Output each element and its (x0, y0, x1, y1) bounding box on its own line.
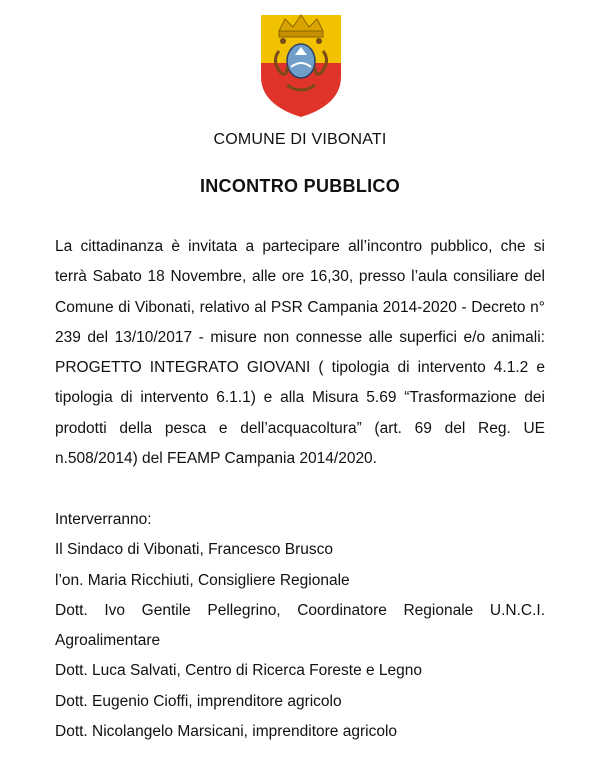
page-title: INCONTRO PUBBLICO (199, 176, 401, 196)
speaker-item: Il Sindaco di Vibonati, Francesco Brusco (55, 541, 334, 559)
speaker-item: Dott. Nicolangelo Marsicani, imprenditore agricolo (55, 723, 398, 741)
speaker-item: Dott. Eugenio Cioffi, imprenditore agricolo (55, 692, 342, 710)
speaker-item: Dott. Ivo Gentile Pellegrino, Coordinatore Regionale U.N.C.I. Agroalimentare (55, 601, 545, 650)
speaker-item: Dott. Luca Salvati, Centro di Ricerca Foreste e Legno (55, 662, 423, 680)
coat-of-arms-icon (249, 11, 353, 119)
announcement-paragraph: La cittadinanza è invitata a partecipare all’incontro pubblico, che si terrà Sabato 18 Novembre, alle ore 16,30, presso l’aula consiliare del Comune di Vibonati, relativo al PSR Campania 2014-2020 - Decreto n° 239 del 13/10/2017 - misure non connesse alle superfici e/o animali: PROGETTO INTEGRATO GIOVANI ( tipologia di intervento 4.1.2 e tipologia di intervento 6.1.1) e alla Misura 5.69 “Trasformazione dei prodotti della pesca e dell’acquacoltura” (art. 69 del Reg. UE n.508/2014) del FEAMP Campania 2014/2020. (55, 238, 545, 468)
speakers-intro: Interverranno: (55, 511, 152, 528)
municipality-name: COMUNE DI VIBONATI (213, 131, 387, 148)
speaker-item: l’on. Maria Ricchiuti, Consigliere Regionale (55, 571, 350, 589)
speakers-list (55, 505, 545, 747)
